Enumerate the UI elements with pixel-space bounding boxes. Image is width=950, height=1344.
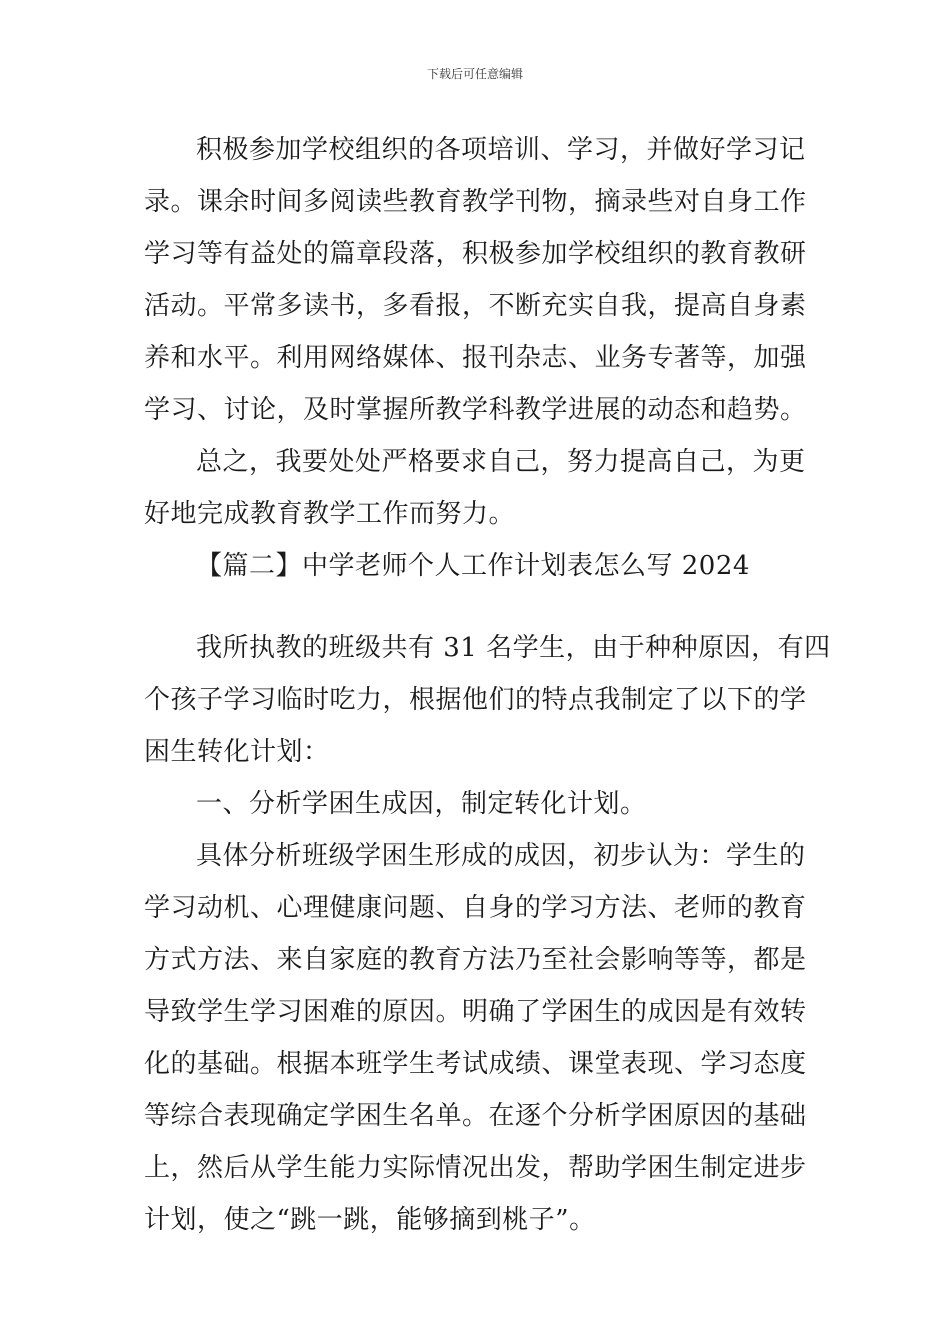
text-line: 计划，使之“跳一跳，能够摘到桃子”。 (144, 1205, 596, 1235)
text-line: 一、分析学困生成因，制定转化计划。 (196, 789, 647, 819)
section-title: 【篇二】中学老师个人工作计划表怎么写 2024 (196, 551, 750, 581)
text-line: 等综合表现确定学困生名单。在逐个分析学困原因的基础 (144, 1101, 807, 1131)
text-line: 化的基础。根据本班学生考试成绩、课堂表现、学习态度 (144, 1049, 807, 1079)
paragraph (144, 830, 808, 1246)
paragraph (144, 124, 808, 436)
text-line: 个孩子学习临时吃力，根据他们的特点我制定了以下的学 (144, 685, 807, 715)
document-body (144, 124, 831, 1246)
text-line: 方式方法、来自家庭的教育方法乃至社会影响等等，都是 (144, 945, 807, 975)
text-line: 学习动机、心理健康问题、自身的学习方法、老师的教育 (144, 893, 807, 923)
text-line: 养和水平。利用网络媒体、报刊杂志、业务专著等，加强 (144, 343, 807, 373)
text-line: 上，然后从学生能力实际情况出发，帮助学困生制定进步 (144, 1153, 807, 1183)
section-heading-block (144, 540, 808, 592)
text-line: 困生转化计划： (144, 737, 330, 767)
text-line: 学习等有益处的篇章段落，积极参加学校组织的教育教研 (144, 239, 807, 269)
text-line: 学习、讨论，及时掌握所教学科教学进展的动态和趋势。 (144, 395, 807, 425)
text-line: 具体分析班级学困生形成的成因，初步认为：学生的 (196, 841, 806, 871)
text-line: 我所执教的班级共有 31 名学生，由于种种原因，有四 (196, 633, 831, 663)
spacer (144, 592, 808, 622)
text-line: 录。课余时间多阅读些教育教学刊物，摘录些对自身工作 (144, 187, 807, 217)
text-line: 导致学生学习困难的原因。明确了学困生的成因是有效转 (144, 997, 807, 1027)
text-line: 好地完成教育教学工作而努力。 (144, 499, 516, 529)
paragraph (144, 436, 808, 540)
text-line: 活动。平常多读书，多看报，不断充实自我，提高自身素 (144, 291, 807, 321)
paragraph (144, 622, 831, 778)
paragraph (144, 778, 808, 830)
page-header: 下载后可任意编辑 (426, 67, 523, 81)
text-line: 积极参加学校组织的各项培训、学习，并做好学习记 (196, 135, 806, 165)
text-line: 总之，我要处处严格要求自己，努力提高自己，为更 (196, 447, 806, 477)
